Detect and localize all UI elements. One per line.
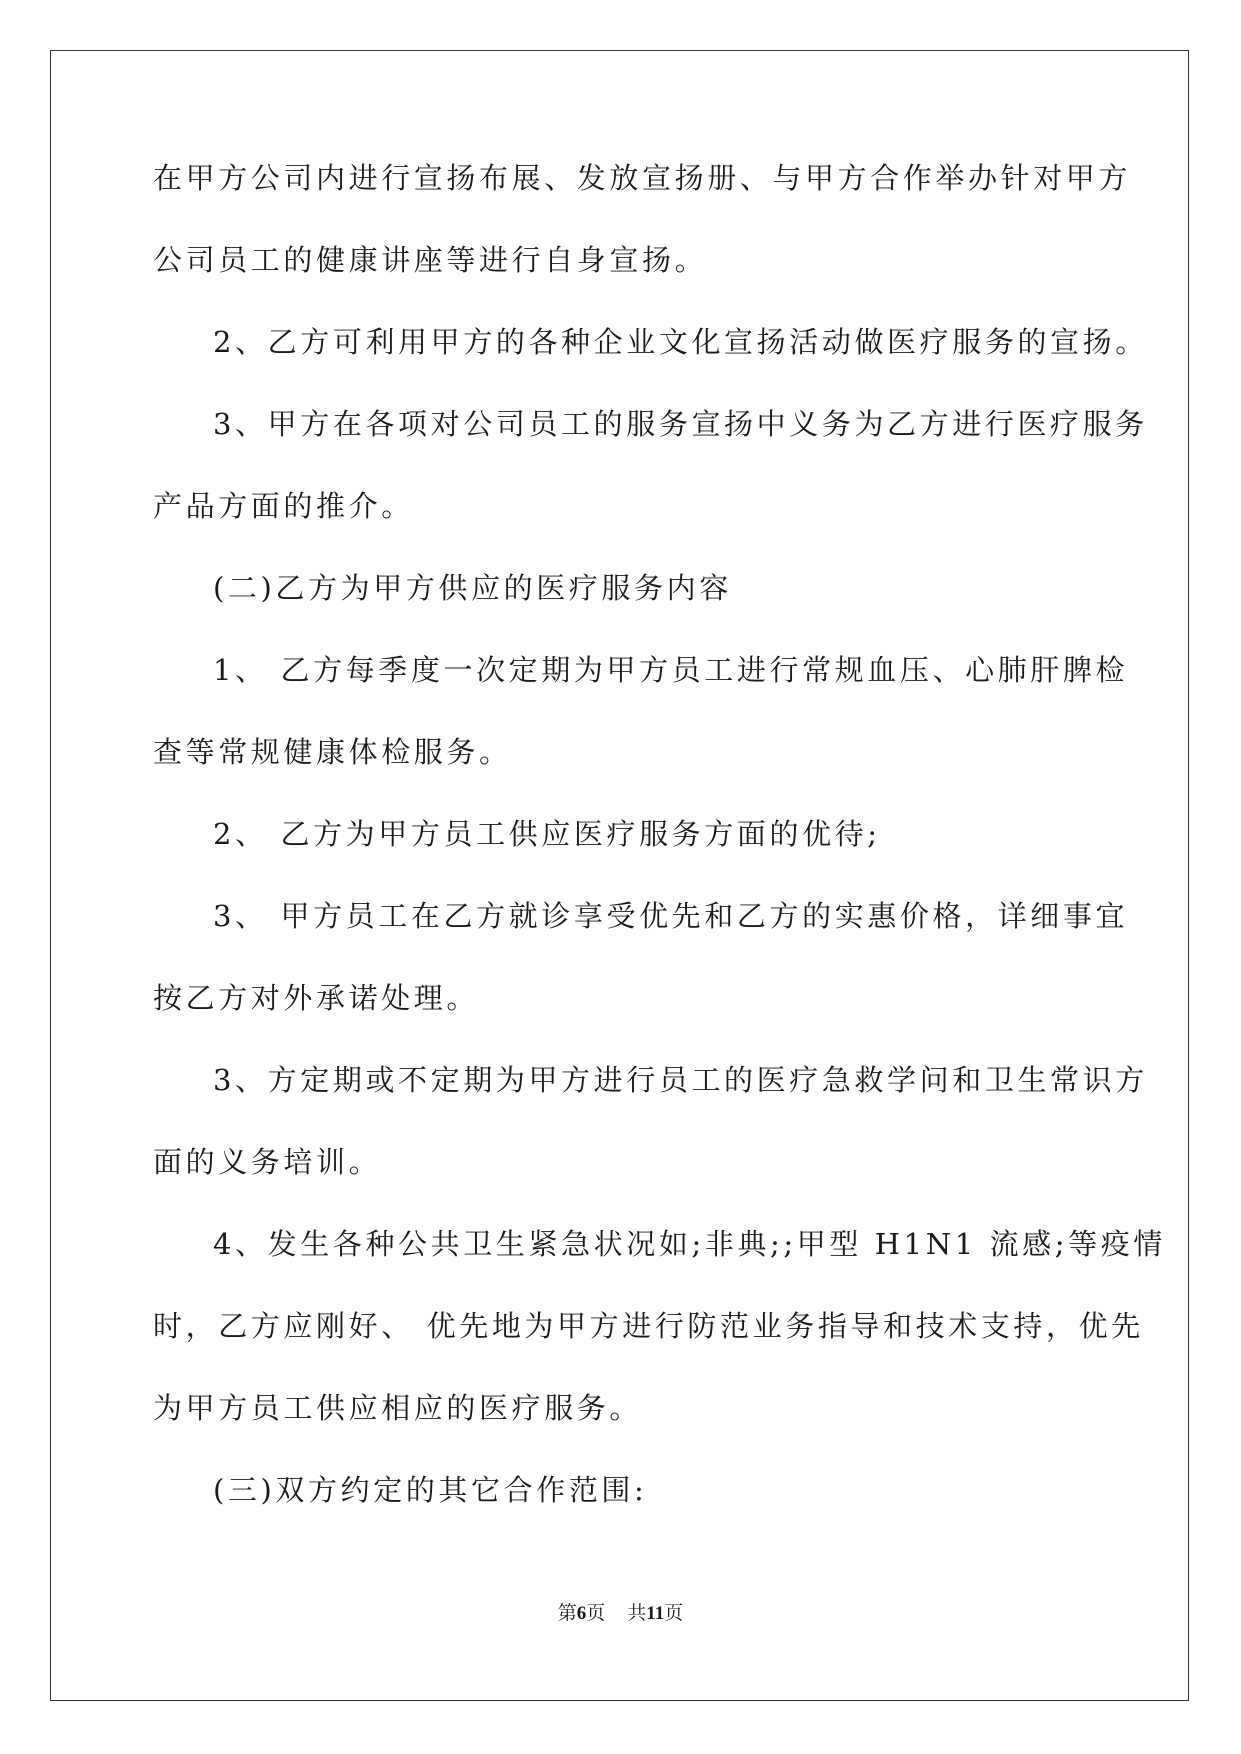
total-pages: 11 xyxy=(646,1603,665,1624)
section-heading: (三)双方约定的其它合作范围: xyxy=(213,1473,648,1507)
page-number: 6 xyxy=(576,1603,587,1624)
text-line: 1、 乙方每季度一次定期为甲方员工进行常规血压、心肺肝脾检 xyxy=(213,653,1129,687)
text-line: 在甲方公司内进行宣扬布展、发放宣扬册、与甲方合作举办针对甲方 xyxy=(153,161,1132,195)
text-line: 2、乙方可利用甲方的各种企业文化宣扬活动做医疗服务的宣扬。 xyxy=(213,325,1148,359)
section-heading: (二)乙方为甲方供应的医疗服务内容 xyxy=(213,571,732,605)
text-line: 4、发生各种公共卫生紧急状况如;非典;;甲型 H1N1 流感;等疫情 xyxy=(213,1227,1166,1261)
text-line: 2、 乙方为甲方员工供应医疗服务方面的优待; xyxy=(213,817,881,851)
text-line: 按乙方对外承诺处理。 xyxy=(153,981,480,1015)
document-body xyxy=(153,160,1166,1554)
text-line: 3、 甲方员工在乙方就诊享受优先和乙方的实惠价格，详细事宜 xyxy=(213,899,1129,933)
text-line: 查等常规健康体检服务。 xyxy=(153,735,512,769)
text-line: 3、方定期或不定期为甲方进行员工的医疗急救学问和卫生常识方 xyxy=(213,1063,1148,1097)
text-line: 时，乙方应刚好、 优先地为甲方进行防范业务指导和技术支持，优先 xyxy=(153,1309,1144,1343)
text-line: 3、甲方在各项对公司员工的服务宣扬中义务为乙方进行医疗服务 xyxy=(213,407,1148,441)
text-line: 公司员工的健康讲座等进行自身宣扬。 xyxy=(153,243,708,277)
text-line: 面的义务培训。 xyxy=(153,1145,382,1179)
page-suffix: 页 xyxy=(586,1603,606,1624)
total-suffix: 页 xyxy=(664,1603,684,1624)
total-prefix: 共 xyxy=(627,1603,647,1624)
text-line: 产品方面的推介。 xyxy=(153,489,414,523)
text-line: 为甲方员工供应相应的医疗服务。 xyxy=(153,1391,643,1425)
page-prefix: 第 xyxy=(557,1603,577,1624)
page-footer xyxy=(0,1598,1241,1625)
